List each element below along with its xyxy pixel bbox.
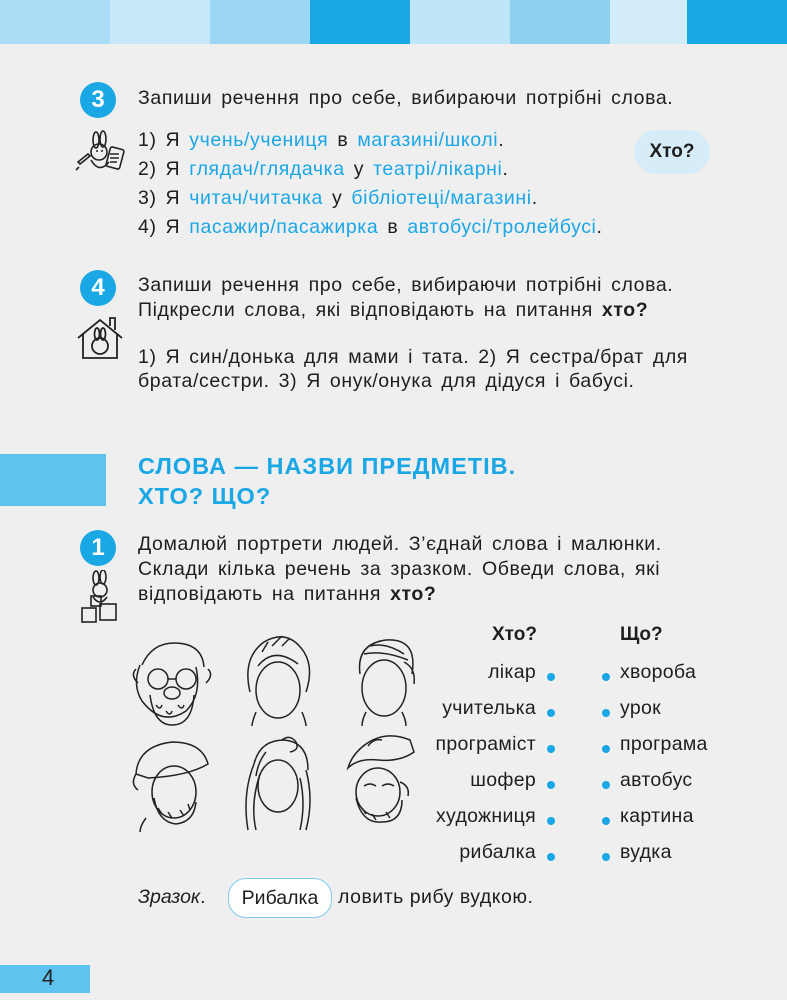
what-word: вудка — [620, 841, 672, 863]
who-word: художниця — [436, 805, 536, 827]
connect-dot-left[interactable] — [547, 709, 555, 717]
task-4-body-2: брата/сестри. 3) Я онук/онука для дідуся і бабусі. — [138, 370, 635, 392]
sample-label: Зразок. — [138, 886, 206, 908]
task-4-number: 4 — [80, 270, 116, 306]
connect-dot-left[interactable] — [547, 781, 555, 789]
connect-dot-right[interactable] — [602, 745, 610, 753]
top-decor-stripes — [0, 0, 787, 44]
task-3-line-2: 2) Я глядач/глядачка у театрі/лікарні. — [138, 158, 509, 180]
task-1-line-2: Склади кілька речень за зразком. Обведи слова, які — [138, 558, 661, 580]
home-task-icon — [74, 314, 126, 362]
connect-dot-right[interactable] — [602, 853, 610, 861]
task-1-number: 1 — [80, 530, 116, 566]
what-word: картина — [620, 805, 694, 827]
what-word: урок — [620, 697, 661, 719]
section-marker-bar — [0, 454, 106, 506]
task-1-line-1: Домалюй портрети людей. З’єднай слова і малюнки. — [138, 533, 662, 555]
sample-circled-word: Рибалка — [228, 878, 332, 918]
what-word: автобус — [620, 769, 693, 791]
connect-dot-right[interactable] — [602, 781, 610, 789]
task-4-instruction-2: Підкресли слова, які відповідають на питання хто? — [138, 299, 649, 321]
connect-dot-right[interactable] — [602, 673, 610, 681]
connect-dot-left[interactable] — [547, 673, 555, 681]
doctor-portrait — [128, 635, 218, 731]
task-1-line-3: відповідають на питання хто? — [138, 583, 437, 605]
task-3-line-4: 4) Я пасажир/пасажирка в автобусі/тролейбусі. — [138, 216, 603, 238]
sample-sentence-rest: ловить рибу вудкою. — [338, 886, 534, 908]
page-number: 4 — [42, 965, 55, 990]
what-word: хвороба — [620, 661, 697, 683]
task-4-body-1: 1) Я син/донька для мами і тата. 2) Я сестра/брат для — [138, 346, 688, 368]
who-column-header: Хто? — [492, 624, 537, 645]
fisherman-portrait — [334, 734, 424, 834]
blocks-rabbit-icon — [76, 570, 126, 626]
who-word: програміст — [435, 733, 536, 755]
connect-dot-left[interactable] — [547, 817, 555, 825]
task-3-line-3: 3) Я читач/читачка у бібліотеці/магазині. — [138, 187, 538, 209]
teacher-portrait — [232, 632, 322, 728]
what-column-header: Що? — [620, 624, 663, 645]
programmer-portrait — [340, 632, 430, 728]
write-rabbit-icon — [72, 130, 128, 178]
section-title: СЛОВА — НАЗВИ ПРЕДМЕТІВ. ХТО? ЩО? — [138, 453, 517, 509]
who-question-badge: Хто? — [634, 130, 710, 174]
driver-portrait — [128, 738, 218, 834]
connect-dot-left[interactable] — [547, 853, 555, 861]
who-word: шофер — [470, 769, 536, 791]
who-word: лікар — [488, 661, 536, 683]
task-3-line-1: 1) Я учень/учениця в магазині/школі. — [138, 129, 505, 151]
who-word: рибалка — [459, 841, 536, 863]
task-4-instruction-1: Запиши речення про себе, вибираючи потрібні слова. — [138, 274, 674, 296]
connect-dot-left[interactable] — [547, 745, 555, 753]
task-3-instruction: Запиши речення про себе, вибираючи потрібні слова. — [138, 87, 674, 109]
connect-dot-right[interactable] — [602, 709, 610, 717]
connect-dot-right[interactable] — [602, 817, 610, 825]
what-word: програма — [620, 733, 708, 755]
task-3-number: 3 — [80, 82, 116, 118]
who-word: учителька — [442, 697, 536, 719]
artist-portrait — [232, 734, 322, 834]
